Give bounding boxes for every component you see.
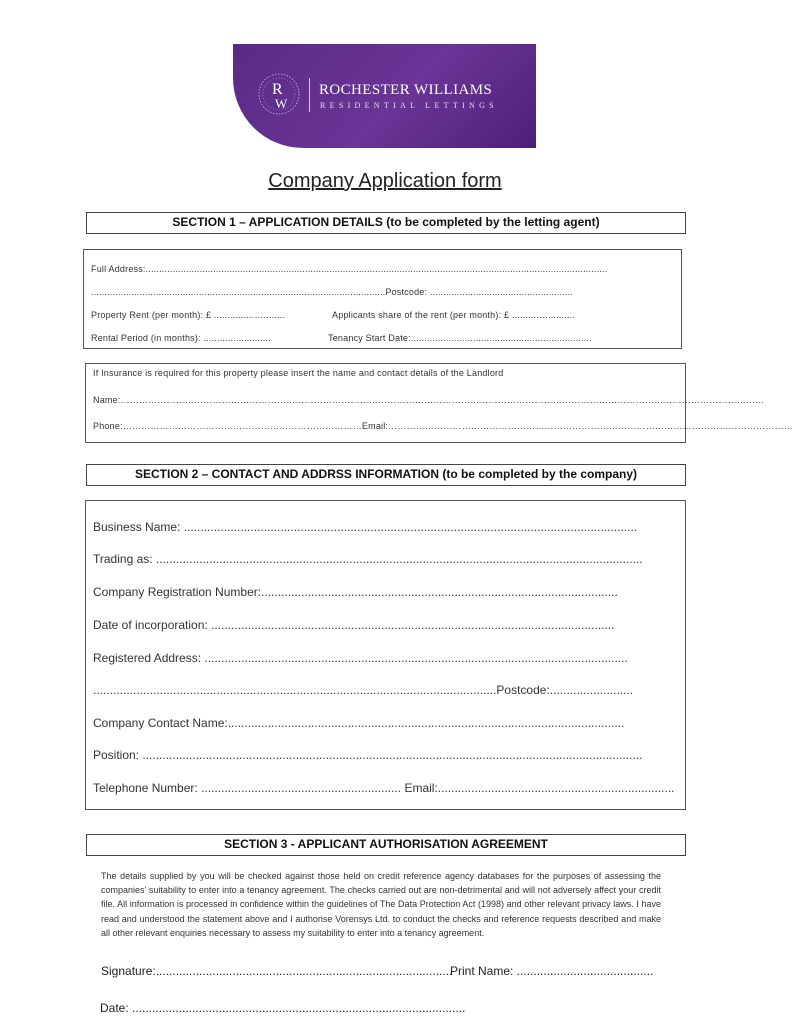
date-of-incorporation-field[interactable]: Date of incorporation: ......................................................................................................................... xyxy=(93,618,615,632)
business-name-field[interactable]: Business Name: ........................................................................................................................................ xyxy=(93,520,638,534)
monogram-w: W xyxy=(275,96,288,111)
landlord-name-field[interactable]: Name:………………………………………………………………………………………………………………………………………………………………………………………… xyxy=(93,395,765,405)
authorisation-paragraph: The details supplied by you will be checked against those held on credit reference agency databases for the purposes of assessing the companies’ suitability to enter into a tenancy agreement. The checks carried out are non-detrimental and will not adversely affect your credit file. All information is processed in confidence within the guidelines of The Data Protection Act (1998) and other relevant privacy laws. I have read and understood the statement above and I authorise Vorensys Ltd. to conduct the checks and reference requests described and make all other relevant enquiries necessary to assess my suitability to enter into a tenancy agreement. xyxy=(101,871,661,938)
position-field[interactable]: Position: ...................................................................................................................................................... xyxy=(93,748,643,762)
print-name-field[interactable]: Print Name: ......................................... xyxy=(450,964,654,978)
trading-as-field[interactable]: Trading as: .................................................................................................................................................. xyxy=(93,552,643,566)
full-address-field[interactable]: Full Address:........................................................................................................................................................................... xyxy=(91,264,608,274)
company-registration-field[interactable]: Company Registration Number:........................................................................................................... xyxy=(93,585,618,599)
registered-address-field[interactable]: Registered Address: ............................................................................................................................... xyxy=(93,651,628,665)
section2-header: SECTION 2 – CONTACT AND ADDRSS INFORMATION (to be completed by the company) xyxy=(86,464,686,486)
company-logo xyxy=(233,44,536,148)
rental-period-field[interactable]: Rental Period (in months): ......................... xyxy=(91,333,271,343)
date-field[interactable]: Date: .................................................................................................... xyxy=(100,1001,466,1015)
logo-tagline: RESIDENTIAL LETTINGS xyxy=(320,101,498,110)
rw-monogram-icon xyxy=(257,72,301,116)
logo-divider xyxy=(309,78,310,112)
company-contact-name-field[interactable]: Company Contact Name:....................................................................................................................... xyxy=(93,716,625,730)
tenancy-start-field[interactable]: Tenancy Start Date:................................................................... xyxy=(328,333,592,343)
property-rent-field[interactable]: Property Rent (per month): £ ...............…........ xyxy=(91,310,286,320)
form-title: Company Application form xyxy=(268,170,502,192)
address-postcode-field[interactable]: .........................................................................................................................Postcode:......................... xyxy=(93,683,634,697)
section3-header: SECTION 3 - APPLICANT AUTHORISATION AGREEMENT xyxy=(86,834,686,856)
insurance-note: If Insurance is required for this property please insert the name and contact details of the Landlord xyxy=(93,368,504,378)
telephone-email-field[interactable]: Telephone Number: ............................................................ Email:....................................................................... xyxy=(93,781,675,795)
address-line2-field[interactable]: .............................................................................................................Postcode: ..................................................... xyxy=(91,287,574,297)
signature-field[interactable]: Signature:......................................................................................... xyxy=(101,964,453,978)
monogram-r: R xyxy=(272,81,283,98)
applicant-share-field[interactable]: Applicants share of the rent (per month): £ .........…........... xyxy=(332,310,576,320)
landlord-phone-email-field[interactable]: Phone:……………………………………………………………………Email:…………………………………………………………………………………………………………………… xyxy=(93,421,793,431)
logo-name: ROCHESTER WILLIAMS xyxy=(319,82,493,98)
section1-header: SECTION 1 – APPLICATION DETAILS (to be completed by the letting agent) xyxy=(86,212,686,234)
